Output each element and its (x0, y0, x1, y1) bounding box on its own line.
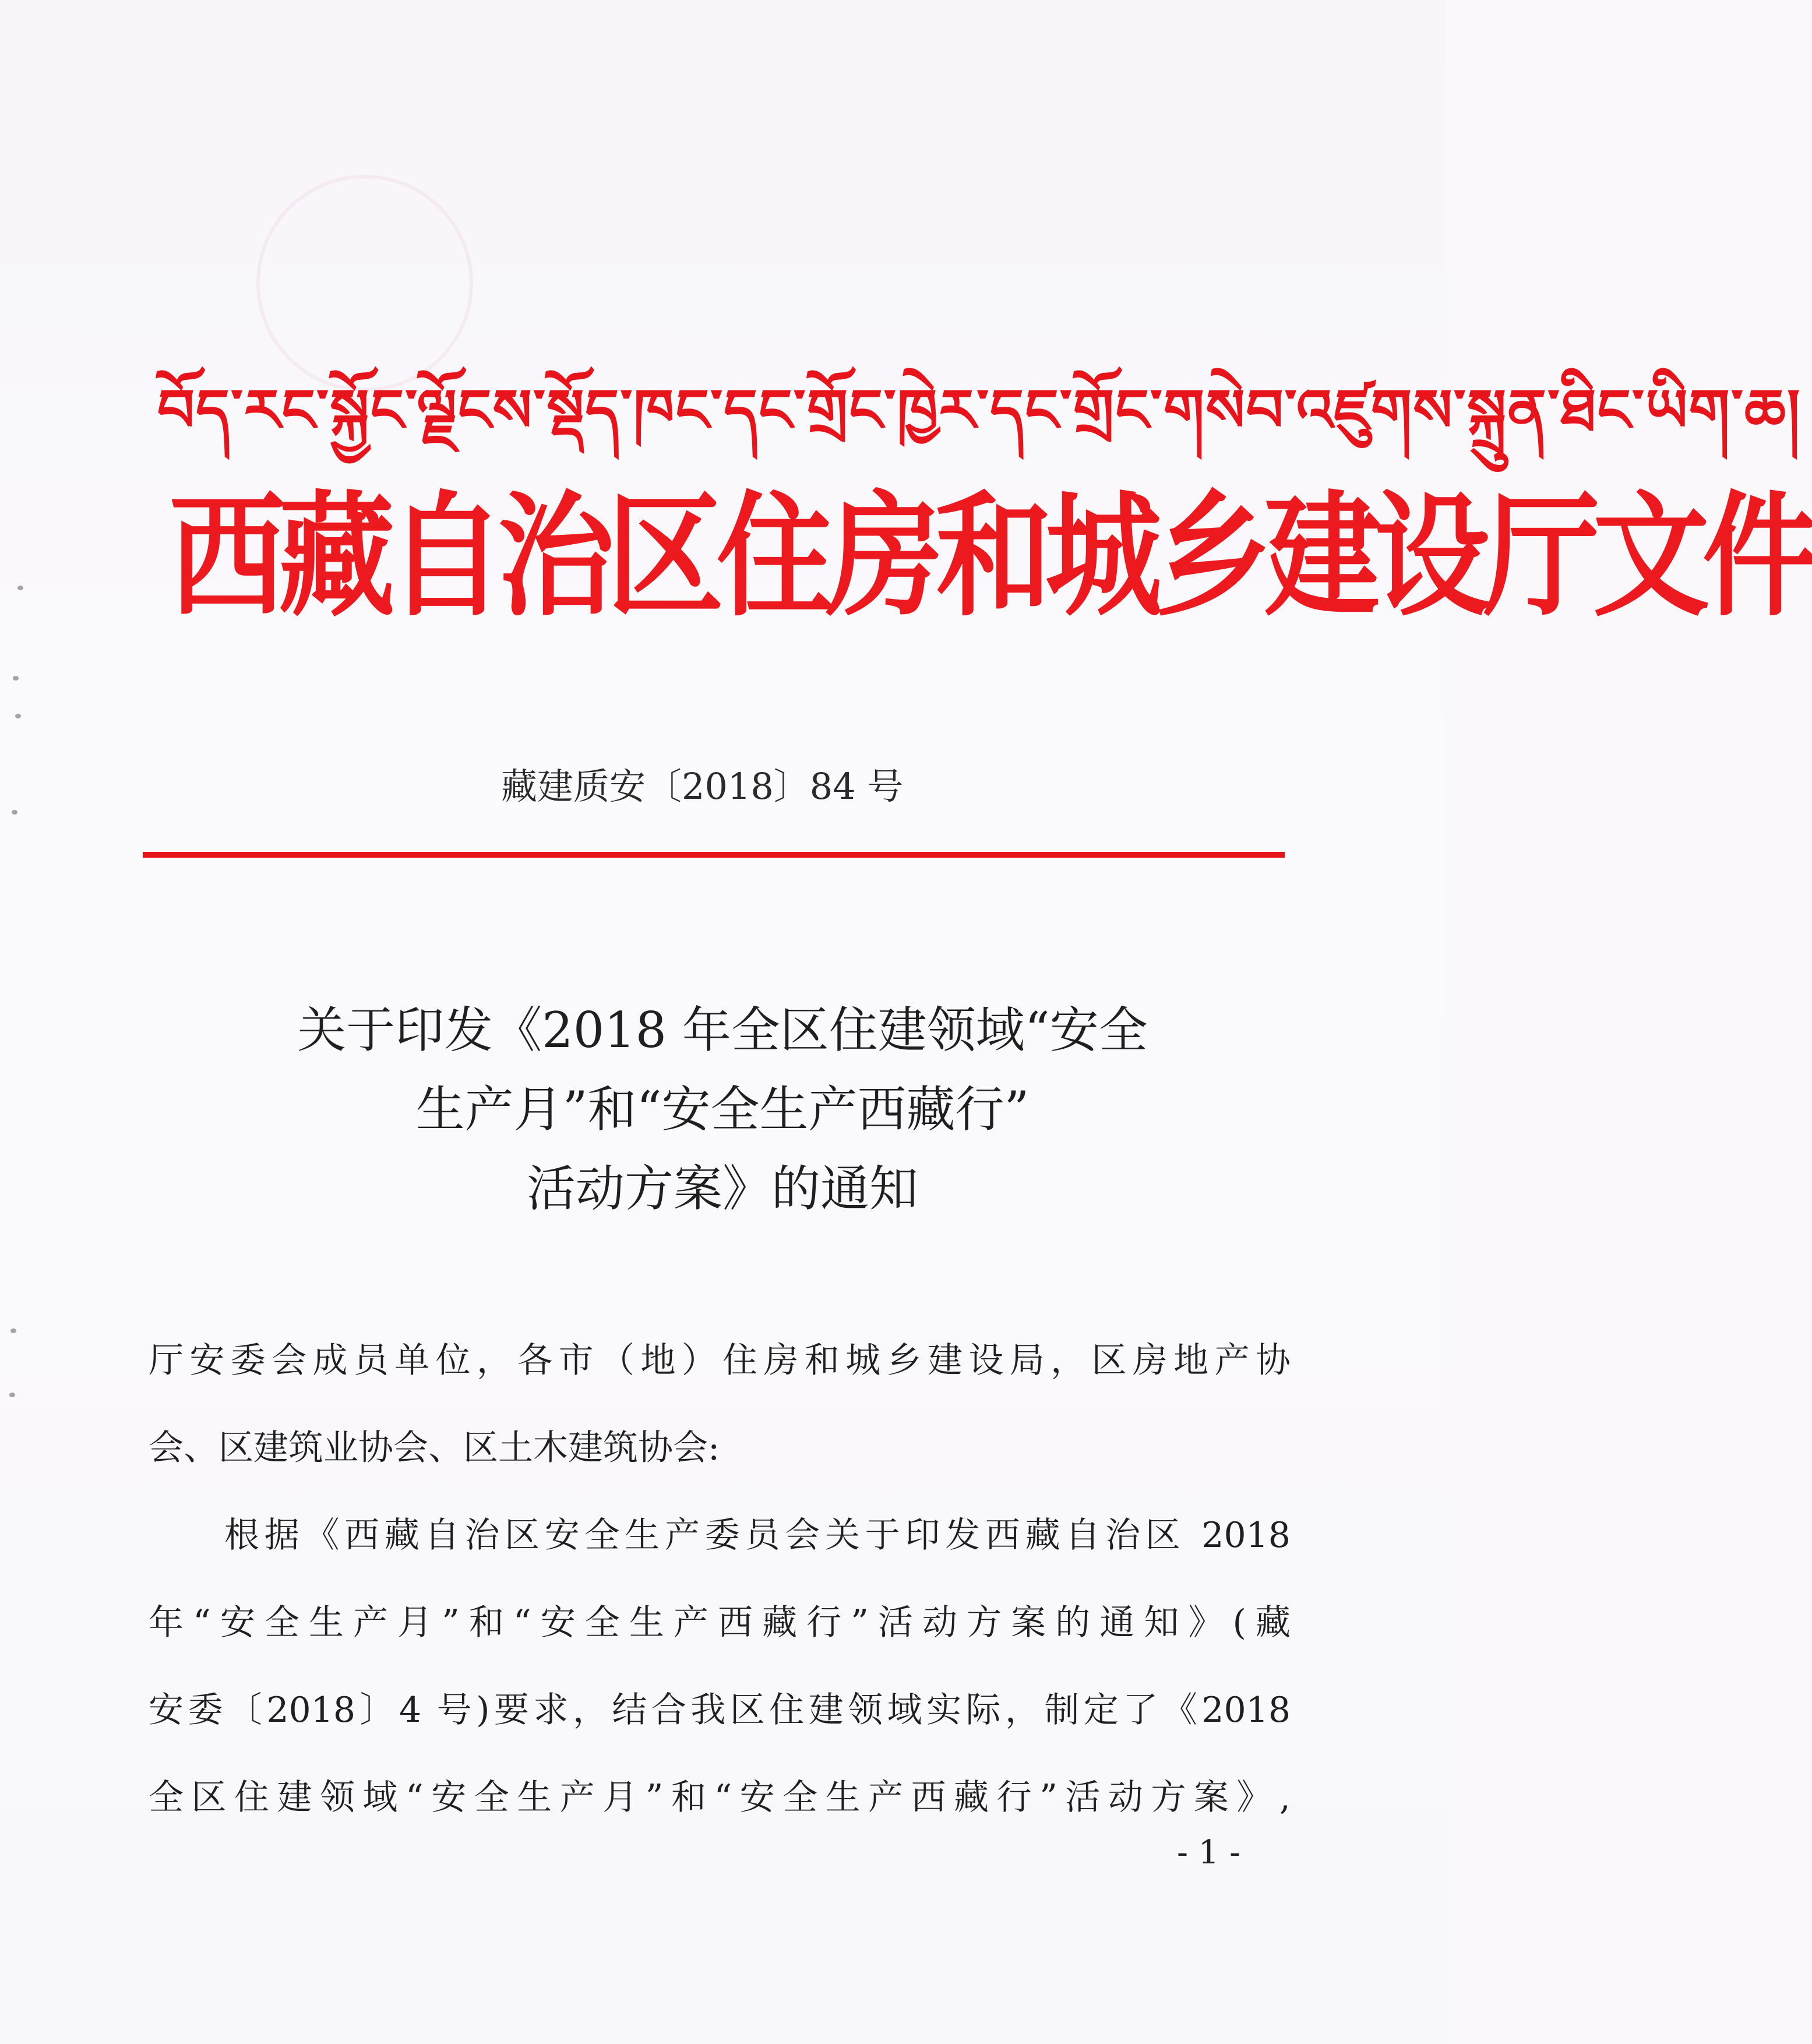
scan-speck (13, 676, 19, 681)
paragraph-line: 根据《西藏自治区安全生产委员会关于印发西藏自治区 2018 (224, 1515, 1291, 1556)
scan-speck (12, 810, 17, 815)
scan-speck (15, 714, 21, 718)
paragraph-line: 年“安全生产月”和“安全生产西藏行”活动方案的通知》(藏 (149, 1602, 1291, 1643)
notice-title-line: 关于印发《2018 年全区住建领域“安全 (297, 1002, 1148, 1059)
scan-speck (9, 1393, 15, 1397)
faint-seal-impression (256, 175, 473, 392)
red-header-title: 西藏自治区住房和城乡建设厅文件 (169, 477, 1812, 635)
document-number: 藏建质安〔2018〕84 号 (501, 765, 904, 808)
salutation-line: 厅安委会成员单位，各市（地）住房和城乡建设局，区房地产协 (149, 1340, 1291, 1381)
paragraph-line: 安委〔2018〕4 号)要求，结合我区住建领域实际，制定了《2018 (149, 1690, 1291, 1731)
scan-speck (10, 1328, 16, 1333)
paragraph-line: 全区住建领域“安全生产月”和“安全生产西藏行”活动方案》, (149, 1777, 1291, 1818)
scan-speck (17, 586, 23, 590)
page-number: - 1 - (1177, 1834, 1241, 1872)
notice-title (140, 991, 1305, 1228)
tibetan-header-title: བོད་རང་སྐྱོང་ལྗོངས་སྡོད་ཁང་དང་གྲོང་ཁྱེར་དང་གྲོང་གསེབ་འཛུགས་སྐྲུན་ཐིང་ཡིག་ཆ། (157, 376, 1802, 445)
red-separator-rule (143, 852, 1285, 858)
salutation-line: 会、区建筑业协会、区土木建筑协会: (149, 1428, 720, 1468)
notice-title-line: 活动方案》的通知 (526, 1160, 918, 1217)
notice-title-line: 生产月”和“安全生产西藏行” (415, 1081, 1030, 1138)
notice-body (149, 1317, 1291, 1841)
